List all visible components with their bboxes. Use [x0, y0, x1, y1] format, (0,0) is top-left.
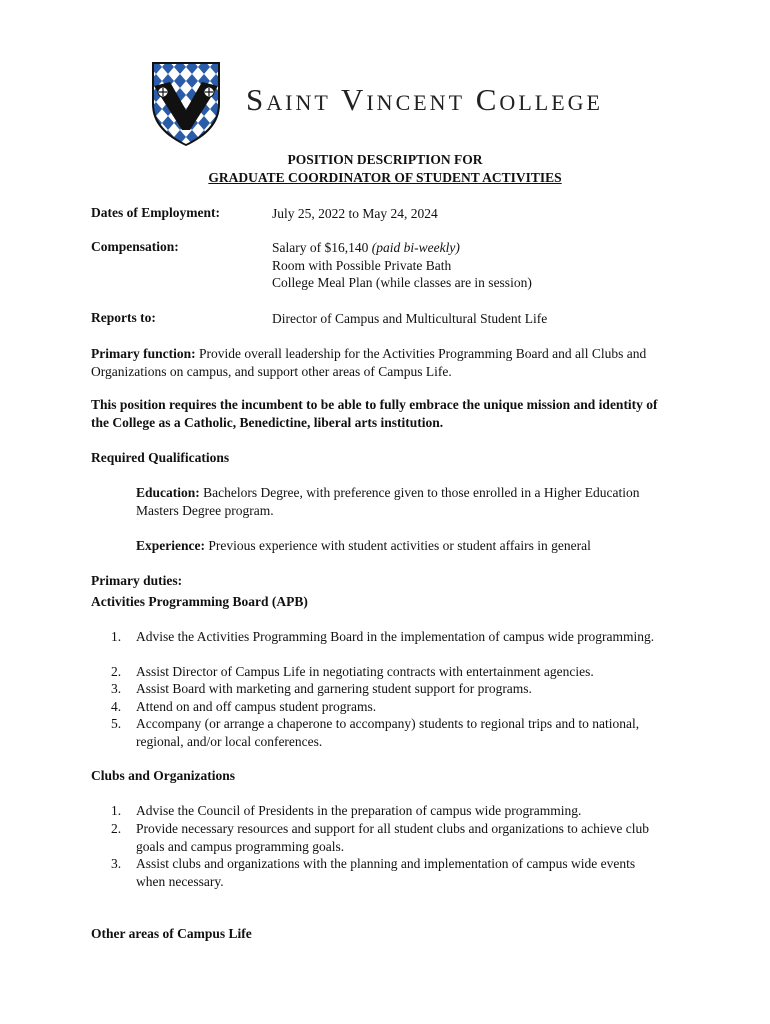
experience-text: Previous experience with student activities or student affairs in general: [208, 538, 591, 553]
compensation-label: Compensation:: [91, 239, 179, 254]
clubs-heading: Clubs and Organizations: [91, 768, 236, 783]
apb-heading: Activities Programming Board (APB): [91, 594, 308, 609]
salary-note: (paid bi-weekly): [371, 240, 460, 255]
dates-value: July 25, 2022 to May 24, 2024: [272, 206, 438, 221]
dates-label: Dates of Employment:: [91, 205, 220, 220]
list-number: 2.: [111, 664, 122, 679]
list-text: Assist Board with marketing and garnering student support for programs.: [136, 681, 532, 696]
list-number: 5.: [111, 716, 122, 731]
list-number: 2.: [111, 821, 122, 836]
list-number: 1.: [111, 803, 122, 818]
document-title-line-2: GRADUATE COORDINATOR OF STUDENT ACTIVITIES: [208, 170, 562, 185]
document-title-line-1: POSITION DESCRIPTION FOR: [287, 152, 483, 167]
list-text: Advise the Council of Presidents in the preparation of campus wide programming.: [136, 803, 582, 818]
education-text: Bachelors Degree, with preference given to those enrolled in a Higher Education Masters Degree program.: [136, 485, 640, 518]
list-text: Accompany (or arrange a chaperone to accompany) students to regional trips and to national, regional, and/or local conferences.: [136, 716, 640, 749]
primary-function: [91, 345, 671, 380]
reports-to-label: Reports to:: [91, 310, 156, 325]
qualifications-heading: Required Qualifications: [91, 450, 230, 465]
list-text: Provide necessary resources and support for all student clubs and organizations to achieve club goals and campus programming goals.: [136, 821, 649, 854]
room-text: Room with Possible Private Bath: [272, 257, 452, 273]
list-number: 3.: [111, 856, 122, 871]
list-text: Attend on and off campus student programs.: [136, 699, 377, 714]
primary-duties-heading: Primary duties:: [91, 573, 183, 588]
list-number: 3.: [111, 681, 122, 696]
list-text: Assist Director of Campus Life in negotiating contracts with entertainment agencies.: [136, 664, 594, 679]
list-number: 4.: [111, 699, 122, 714]
experience-label: Experience:: [136, 538, 205, 553]
list-text: Assist clubs and organizations with the planning and implementation of campus wide events when necessary.: [136, 856, 636, 889]
list-number: 1.: [111, 629, 122, 644]
college-crest-logo: [150, 60, 222, 146]
meal-plan-text: College Meal Plan (while classes are in session): [272, 275, 532, 290]
compensation-value: [272, 239, 532, 292]
education-label: Education:: [136, 485, 200, 500]
college-name: Saint Vincent College: [246, 82, 603, 117]
reports-to-value: Director of Campus and Multicultural Student Life: [272, 311, 548, 326]
mission-statement: This position requires the incumbent to be able to fully embrace the unique mission and identity of the College as a Catholic, Benedictine, liberal arts institution.: [91, 397, 658, 430]
experience-qualification: [136, 537, 696, 555]
primary-function-text: Provide overall leadership for the Activities Programming Board and all Clubs and Organizations on campus, and support other areas of Campus Life.: [91, 346, 647, 379]
education-qualification: [136, 484, 656, 519]
other-areas-heading: Other areas of Campus Life: [91, 926, 252, 941]
salary-text: Salary of $16,140: [272, 240, 369, 255]
list-text: Advise the Activities Programming Board in the implementation of campus wide programming.: [136, 629, 655, 644]
primary-function-label: Primary function:: [91, 346, 196, 361]
